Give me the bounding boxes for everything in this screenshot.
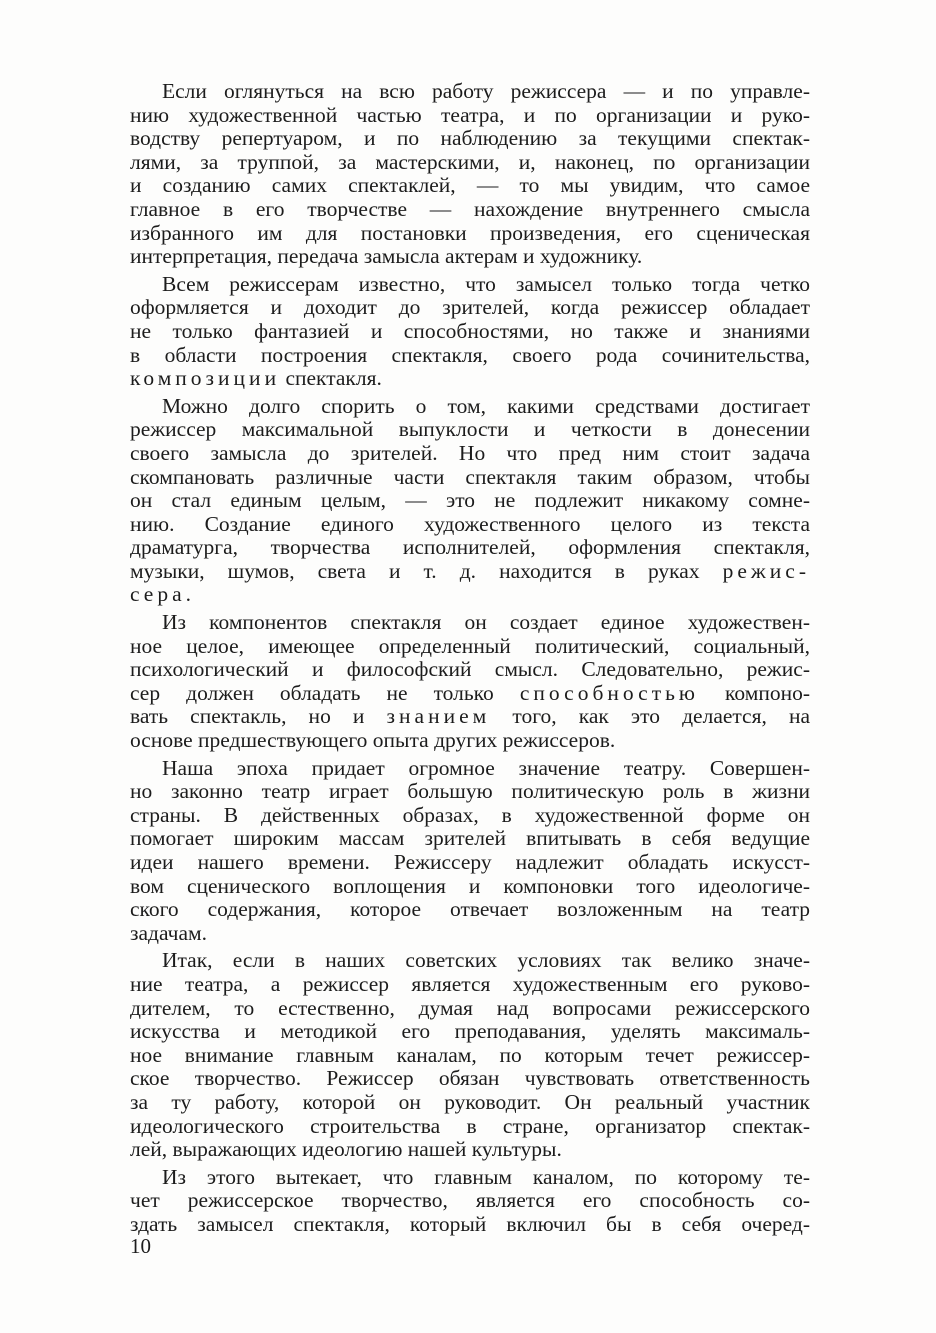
paragraph-4 [130, 611, 810, 753]
text-line: психологический и философский смысл. Следовательно, режис- [130, 657, 810, 682]
text-fragment: сер должен обладать не только [130, 680, 494, 705]
body-text [130, 80, 810, 1241]
text-line: нию художественной частью театра, и по организации и руко- [130, 102, 810, 127]
text-line: драматурга, творчества исполнителей, оформления спектакля, [130, 535, 810, 560]
text-line: страны. В действенных образах, в художественной форме он [130, 802, 810, 827]
text-line [130, 705, 810, 729]
text-line: в области построения спектакля, своего рода сочинительства, [130, 342, 810, 367]
text-line: ского содержания, которое отвечает возложенным на театр [130, 897, 810, 922]
page-number: 10 [130, 1234, 151, 1258]
text-line: Всем режиссерам известно, что замысел только тогда четко [162, 271, 810, 296]
text-line: лей, выражающих идеологию нашей культуры. [130, 1137, 562, 1162]
text-fragment: того, как это делается, на [512, 704, 811, 729]
text-line: идеологического строительства в стране, организатор спектак- [130, 1113, 810, 1138]
text-line: здать замысел спектакля, который включил бы в себя очеред- [130, 1211, 810, 1236]
text-line [130, 560, 810, 584]
text-line: Из этого вытекает, что главным каналом, по которому те- [162, 1164, 810, 1189]
text-fragment: компоно- [725, 680, 811, 705]
text-line: Из компонентов спектакля он создает единое художествен- [162, 610, 810, 635]
emphasized-word: композиции [130, 366, 281, 391]
text-line: за ту работу, которой он руководит. Он реальный участник [130, 1089, 810, 1114]
text-line: своего замысла до зрителей. Но что пред ним стоит задача [130, 440, 810, 465]
text-line: оформляется и доходит до зрителей, когда режиссер обладает [130, 295, 810, 320]
paragraph-6 [130, 949, 810, 1161]
paragraph-1 [130, 80, 810, 269]
emphasized-word: знанием [386, 704, 491, 729]
text-line: интерпретация, передача замысла актерам и художнику. [130, 244, 643, 269]
text-line: Наша эпоха придает огромное значение театру. Совершен- [162, 755, 810, 780]
text-line: ние театра, а режиссер является художественным его руково- [130, 971, 810, 996]
text-line: Если оглянуться на всю работу режиссера — и по управле- [162, 79, 810, 103]
paragraph-5 [130, 757, 810, 946]
text-fragment: вать спектакль, но и [130, 704, 365, 729]
text-line: ское творчество. Режиссер обязан чувствовать ответственность [130, 1066, 810, 1091]
paragraph-2 [130, 273, 810, 391]
text-line [130, 367, 810, 391]
text-line: избранного им для постановки произведения, его сценическая [130, 220, 810, 245]
text-line: главное в его творчестве — нахождение внутреннего смысла [130, 196, 810, 221]
text-fragment: спектакля. [285, 366, 382, 391]
text-line: водству репертуаром, и по наблюдению за текущими спектак- [130, 126, 810, 151]
text-line: и созданию самих спектаклей, — то мы увидим, что самое [130, 173, 810, 198]
text-line [130, 682, 810, 706]
text-line: режиссер максимальной выпуклости и четкости в донесении [130, 417, 810, 442]
paragraph-7 [130, 1166, 810, 1237]
text-line: скомпановать различные части спектакля таким образом, чтобы [130, 464, 810, 489]
text-line: дителем, то естественно, думая над вопросами режиссерского [130, 995, 810, 1020]
text-line: вом сценического воплощения и компоновки того идеологиче- [130, 873, 810, 898]
text-line: ное внимание главным каналам, по которым течет режиссер- [130, 1042, 810, 1067]
emphasized-word: способностью [519, 680, 699, 705]
text-line: основе предшествующего опыта других режиссеров. [130, 728, 616, 753]
text-line: ное целое, имеющее определенный политический, социальный, [130, 633, 810, 658]
text-line: нию. Создание единого художественного целого из текста [130, 511, 810, 536]
text-line: Можно долго спорить о том, какими средствами достигает [162, 393, 810, 418]
emphasized-word: сера. [130, 582, 196, 607]
text-line [130, 583, 810, 607]
text-line: идеи нашего времени. Режиссеру надлежит обладать искусст- [130, 850, 810, 874]
text-line: помогает широким массам зрителей впитывать в себя ведущие [130, 826, 810, 851]
text-line: он стал единым целым, — это не подлежит никакому сомне- [130, 488, 810, 513]
text-line: искусства и методикой его преподавания, уделять максималь- [130, 1019, 810, 1044]
emphasized-word: режис- [722, 558, 810, 583]
text-line: чет режиссерское творчество, является его способность со- [130, 1188, 810, 1213]
text-fragment: музыки, шумов, света и т. д. находится в руках [130, 558, 700, 583]
text-line: Итак, если в наших советских условиях так велико значе- [162, 948, 810, 973]
paragraph-3 [130, 395, 810, 607]
text-line: не только фантазией и способностями, но также и знаниями [130, 318, 810, 343]
text-line: лями, за труппой, за мастерскими, и, наконец, по организации [130, 149, 810, 174]
text-line: задачам. [130, 920, 207, 945]
text-line: но законно театр играет большую политическую роль в жизни [130, 779, 810, 804]
